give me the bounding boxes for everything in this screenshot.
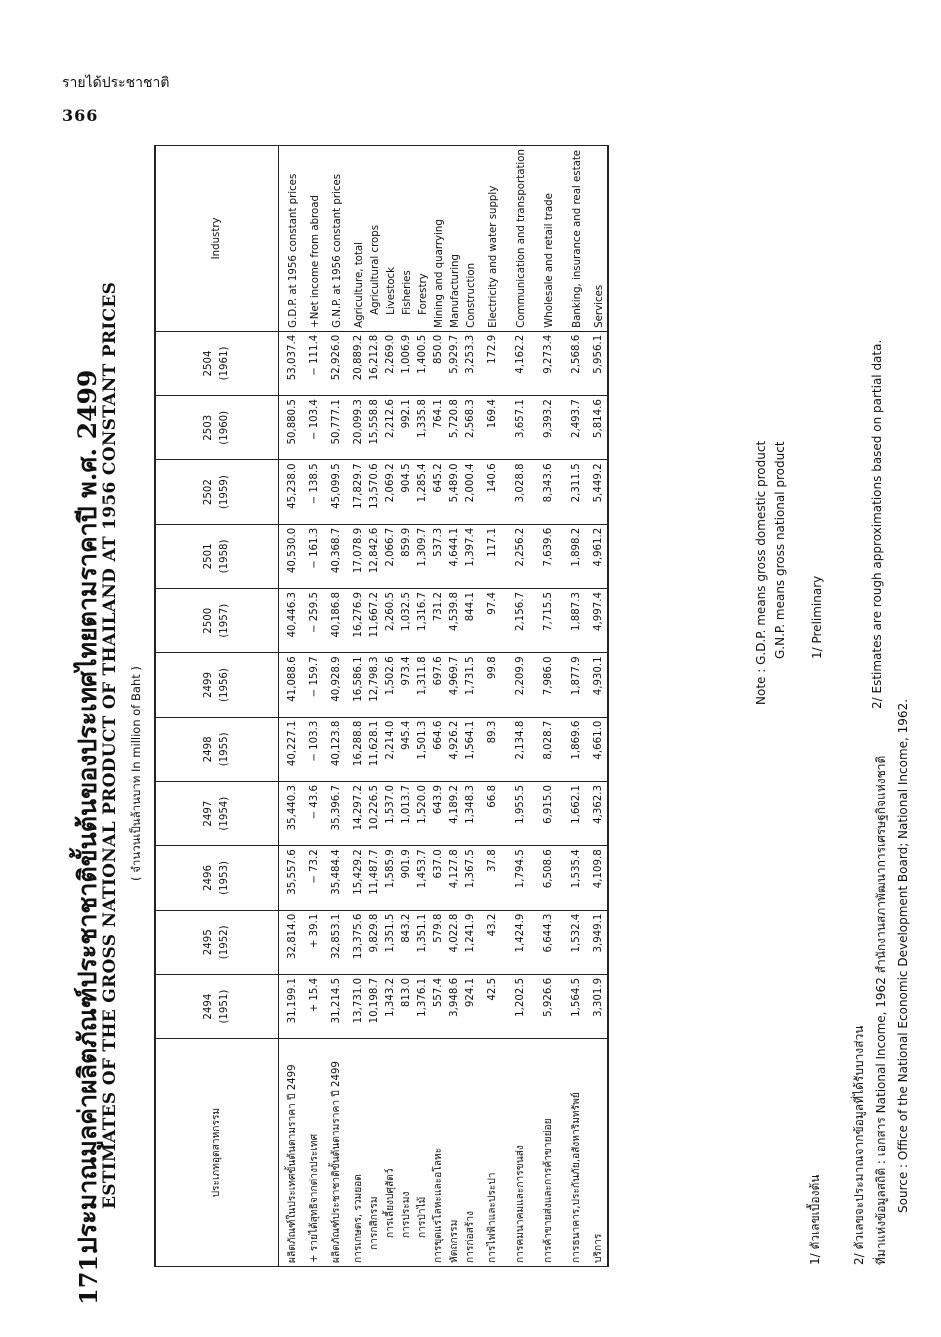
table-cell: 813.0 [399,974,415,1038]
row-label-english: Mining and quarrying [431,146,447,332]
row-label-thai: การคมนาคมและการขนส่ง [507,1039,535,1267]
table-cell: 1,537.0 [383,782,399,846]
row-label-thai: การกสิกรรม [367,1039,383,1267]
row-label-english: Communication and transportation [507,146,535,332]
table-cell: 9,393.2 [535,396,563,460]
table-cell: 643.9 [431,782,447,846]
table-cell: 1,520.0 [415,782,431,846]
table-cell: 859.9 [399,524,415,588]
row-label-thai: ผลิตภัณฑ์ในประเทศขั้นต้นตามราคา ปี 2499 [279,1039,308,1267]
table-cell: 40,368.7 [323,524,351,588]
table-cell: 20,889.2 [351,331,367,395]
table-cell: 12,798.3 [367,653,383,717]
row-label-english: Services [591,146,608,332]
table-cell: 40,928.9 [323,653,351,717]
table-cell: − 159.7 [307,653,323,717]
table-cell: 15,429.2 [351,846,367,910]
table-cell: 140.6 [479,460,507,524]
table-cell: 4,362.3 [591,782,608,846]
table-cell: 4,127.8 [447,846,463,910]
table-row [279,146,308,1267]
header-year: 2500 (1957) [155,589,279,653]
table-cell: 3,253.3 [463,331,479,395]
source-english: Source : Office of the National Economic Development Board; National Income, 1962. [896,698,910,1213]
table-cell: 1,869.6 [563,717,591,781]
table-cell: 2,156.7 [507,589,535,653]
table-cell: 9,273.4 [535,331,563,395]
table-cell: 1,351.1 [415,910,431,974]
table-cell: 5,956.1 [591,331,608,395]
table-cell: 53,037.4 [279,331,308,395]
table-cell: 945.4 [399,717,415,781]
note-gdp: Note : G.D.P. means gross domestic product [754,440,768,705]
table-cell: 1,453.7 [415,846,431,910]
table-cell: 35,484.4 [323,846,351,910]
table-cell: 117.1 [479,524,507,588]
header-year: 2504 (1961) [155,331,279,395]
running-head: รายได้ประชาชาติ [62,75,170,91]
table-cell: 2,269.0 [383,331,399,395]
table-cell: 35,396.7 [323,782,351,846]
row-label-english: Wholesale and retail trade [535,146,563,332]
table-cell: 40,530.0 [279,524,308,588]
table-cell: 3,301.9 [591,974,608,1038]
table-row [399,146,415,1267]
table-cell: 172.9 [479,331,507,395]
row-label-english: Agriculture, total [351,146,367,332]
table-cell: 3,949.1 [591,910,608,974]
table-row [507,146,535,1267]
table-cell: 99.8 [479,653,507,717]
table-cell: 5,926.6 [535,974,563,1038]
table-cell: 1,311.8 [415,653,431,717]
table-row [591,146,608,1267]
row-label-english: G.D.P. at 1956 constant prices [279,146,308,332]
table-cell: 4,969.7 [447,653,463,717]
table-cell: 97.4 [479,589,507,653]
table-cell: 6,644.3 [535,910,563,974]
header-year: 2497 (1954) [155,782,279,846]
table-cell: 731.2 [431,589,447,653]
gnp-table [154,145,609,1267]
table-cell: − 138.5 [307,460,323,524]
table-cell: 904.5 [399,460,415,524]
table-cell: 973.4 [399,653,415,717]
row-label-thai: การก่อสร้าง [463,1039,479,1267]
table-row [431,146,447,1267]
table-cell: 8,343.6 [535,460,563,524]
row-label-thai: บริการ [591,1039,608,1267]
table-cell: 2,066.7 [383,524,399,588]
row-label-thai: การประมง [399,1039,415,1267]
table-cell: 50,880.5 [279,396,308,460]
table-cell: 35,557.6 [279,846,308,910]
table-cell: 4,926.2 [447,717,463,781]
table-cell: + 39.1 [307,910,323,974]
table-cell: 3,028.8 [507,460,535,524]
header-year: 2499 (1956) [155,653,279,717]
table-cell: 1,367.5 [463,846,479,910]
table-cell: 13,731.0 [351,974,367,1038]
row-label-english: Manufacturing [447,146,463,332]
table-cell: 1,501.3 [415,717,431,781]
table-cell: 1,343.2 [383,974,399,1038]
table-cell: 1,376.1 [415,974,431,1038]
table-cell: 850.0 [431,331,447,395]
table-cell: 4,997.4 [591,589,608,653]
table-cell: 1,532.4 [563,910,591,974]
table-cell: 169.4 [479,396,507,460]
source-thai: ที่มาแห่งข้อมูลสถิติ : เอกสาร National Income, 1962 สำนักงานสภาพัฒนาการเศรษฐกิจแห่งชาติ [874,755,888,1265]
table-row [415,146,431,1267]
notes [752,441,790,705]
table-cell: 31,199.1 [279,974,308,1038]
note-gnp: G.N.P. means gross national product [773,441,787,659]
table-cell: 40,186.8 [323,589,351,653]
row-label-english: Construction [463,146,479,332]
table-cell: − 111.4 [307,331,323,395]
table-row [463,146,479,1267]
table-cell: 1,955.5 [507,782,535,846]
table-cell: + 15.4 [307,974,323,1038]
footnote-2-thai: 2/ ตัวเลขจะประมาณจากข้อมูลที่ได้รับบางส่วน [852,1025,866,1265]
header-year: 2503 (1960) [155,396,279,460]
table-cell: 11,628.1 [367,717,383,781]
table-cell: 14,297.2 [351,782,367,846]
table-cell: 45,238.0 [279,460,308,524]
row-label-english: Electricity and water supply [479,146,507,332]
table-cell: 16,276.9 [351,589,367,653]
row-label-thai: การค้าขายส่งและการค้าขายย่อย [535,1039,563,1267]
table-cell: 901.9 [399,846,415,910]
table-cell: 2,260.5 [383,589,399,653]
table-cell: 17,829.7 [351,460,367,524]
table-cell: 89.3 [479,717,507,781]
table-cell: 66.8 [479,782,507,846]
row-label-thai: หัตถกรรม [447,1039,463,1267]
table-cell: − 259.5 [307,589,323,653]
header-year: 2501 (1958) [155,524,279,588]
table-cell: − 103.4 [307,396,323,460]
footnote-1-thai: 1/ ตัวเลขเบื้องต้น [808,1174,822,1265]
table-header-row [155,146,279,1267]
table-cell: 2,000.4 [463,460,479,524]
table-cell: 1,898.2 [563,524,591,588]
table-cell: 1,202.5 [507,974,535,1038]
table-cell: 2,214.0 [383,717,399,781]
table-cell: 11,487.7 [367,846,383,910]
table-cell: 9,829.8 [367,910,383,974]
title-english: ESTIMATES OF THE GROSS NATIONAL PRODUCT OF THAILAND AT 1956 CONSTANT PRICES [100,281,120,1209]
table-cell: 31,214.5 [323,974,351,1038]
table-cell: 6,915.0 [535,782,563,846]
table-cell: 2,212.6 [383,396,399,460]
table-cell: − 43.6 [307,782,323,846]
table-cell: 40,227.1 [279,717,308,781]
table-cell: 8,028.7 [535,717,563,781]
table-row [479,146,507,1267]
table-cell: 5,449.2 [591,460,608,524]
header-year: 2495 (1952) [155,910,279,974]
table-cell: 41,088.6 [279,653,308,717]
table-cell: 1,013.7 [399,782,415,846]
table-cell: 1,424.9 [507,910,535,974]
table-cell: 4,661.0 [591,717,608,781]
row-label-thai: การธนาคาร,ประกันภัย,อสังหาริมทรัพย์ [563,1039,591,1267]
row-label-english: Fisheries [399,146,415,332]
table-cell: 1,397.4 [463,524,479,588]
header-year: 2496 (1953) [155,846,279,910]
row-label-thai: การเกษตร, รวมยอด [351,1039,367,1267]
table-cell: 1,348.3 [463,782,479,846]
footnote-2-english: 2/ Estimates are rough approximations based on partial data. [870,339,884,709]
table-row [367,146,383,1267]
rotated-table-page [62,145,932,1305]
table-number: 171. [74,1246,103,1305]
table-cell: 664.6 [431,717,447,781]
table-cell: 45,099.5 [323,460,351,524]
table-cell: − 161.3 [307,524,323,588]
table-cell: 35,440.3 [279,782,308,846]
footnotes-thai [804,1175,826,1265]
table-cell: 2,069.2 [383,460,399,524]
table-row [383,146,399,1267]
row-label-english: Agricultural crops [367,146,383,332]
table-cell: 1,731.5 [463,653,479,717]
table-row [447,146,463,1267]
row-label-english: Forestry [415,146,431,332]
table-cell: 5,814.6 [591,396,608,460]
table-cell: 1,316.7 [415,589,431,653]
table-cell: 1,309.7 [415,524,431,588]
table-cell: 557.4 [431,974,447,1038]
table-cell: 40,446.3 [279,589,308,653]
table-cell: 50,777.1 [323,396,351,460]
table-cell: 2,493.7 [563,396,591,460]
row-label-thai: การป่าไม้ [415,1039,431,1267]
row-label-english: G.N.P. at 1956 constant prices [323,146,351,332]
table-cell: 2,209.9 [507,653,535,717]
table-cell: 844.1 [463,589,479,653]
table-cell: 10,198.7 [367,974,383,1038]
table-cell: 1,585.9 [383,846,399,910]
table-cell: 3,657.1 [507,396,535,460]
row-label-english: +Net income from abroad [307,146,323,332]
row-label-thai: ผลิตภัณฑ์ประชาชาติขั้นต้นตามราคา ปี 2499 [323,1039,351,1267]
row-label-thai: การไฟฟ้าและประปา [479,1039,507,1267]
header-industry-thai: ประเภทอุตสาหกรรม [155,1039,279,1267]
table-cell: 843.2 [399,910,415,974]
footnotes-source [848,699,914,1265]
table-cell: 1,887.3 [563,589,591,653]
table-cell: 5,720.8 [447,396,463,460]
header-year: 2498 (1955) [155,717,279,781]
unit-label: ( จำนวนเป็นล้านบาท In million of Baht ) [129,666,143,881]
table-cell: 6,508.6 [535,846,563,910]
table-row [351,146,367,1267]
table-cell: 13,570.6 [367,460,383,524]
table-cell: 16,586.1 [351,653,367,717]
table-cell: 992.1 [399,396,415,460]
table-cell: 924.1 [463,974,479,1038]
table-cell: − 73.2 [307,846,323,910]
table-cell: 37.8 [479,846,507,910]
table-cell: 4,961.2 [591,524,608,588]
table-cell: 1,794.5 [507,846,535,910]
table-cell: − 103.3 [307,717,323,781]
row-label-thai: การขุดแร่โลหะและอโลหะ [431,1039,447,1267]
table-cell: 20,099.3 [351,396,367,460]
table-cell: 32,853.1 [323,910,351,974]
table-cell: 2,568.6 [563,331,591,395]
table-cell: 4,022.8 [447,910,463,974]
table-cell: 4,189.2 [447,782,463,846]
table-cell: 645.2 [431,460,447,524]
table-cell: 1,400.5 [415,331,431,395]
table-cell: 1,032.5 [399,589,415,653]
table-cell: 1,662.1 [563,782,591,846]
row-label-english: Livestock [383,146,399,332]
table-cell: 10,226.5 [367,782,383,846]
table-cell: 13,375.6 [351,910,367,974]
table-cell: 5,489.0 [447,460,463,524]
footnote-1-english: 1/ Preliminary [810,575,824,659]
table-cell: 40,123.8 [323,717,351,781]
table-cell: 579.8 [431,910,447,974]
table-cell: 537.3 [431,524,447,588]
table-cell: 42.5 [479,974,507,1038]
table-cell: 52,926.0 [323,331,351,395]
table-cell: 16,212.8 [367,331,383,395]
row-label-thai: + รายได้สุทธิจากต่างประเทศ [307,1039,323,1267]
table-cell: 4,644.1 [447,524,463,588]
table-cell: 15,558.8 [367,396,383,460]
table-cell: 1,535.4 [563,846,591,910]
table-row [307,146,323,1267]
table-cell: 2,134.8 [507,717,535,781]
table-cell: 3,948.6 [447,974,463,1038]
table-cell: 697.6 [431,653,447,717]
table-cell: 4,162.2 [507,331,535,395]
table-row [535,146,563,1267]
table-cell: 7,986.0 [535,653,563,717]
table-cell: 1,877.9 [563,653,591,717]
table-cell: 12,842.6 [367,524,383,588]
table-cell: 16,288.8 [351,717,367,781]
table-cell: 5,929.7 [447,331,463,395]
table-cell: 1,335.8 [415,396,431,460]
table-cell: 7,715.5 [535,589,563,653]
table-cell: 2,256.2 [507,524,535,588]
page-number: 366 [62,106,99,125]
table-cell: 2,568.3 [463,396,479,460]
table-cell: 1,564.5 [563,974,591,1038]
table-cell: 43.2 [479,910,507,974]
table-cell: 637.0 [431,846,447,910]
table-cell: 1,006.9 [399,331,415,395]
table-cell: 1,241.9 [463,910,479,974]
row-label-thai: การเลี้ยงปศุสัตว์ [383,1039,399,1267]
table-cell: 1,285.4 [415,460,431,524]
table-cell: 4,109.8 [591,846,608,910]
header-industry-english: Industry [155,146,279,332]
table-cell: 32,814.0 [279,910,308,974]
table-cell: 1,502.6 [383,653,399,717]
table-cell: 11,667.2 [367,589,383,653]
header-year: 2502 (1959) [155,460,279,524]
row-label-english: Banking, insurance and real estate [563,146,591,332]
title-thai: ประมาณมูลค่าผลิตภัณฑ์ประชาชาติขั้นต้นของประเทศไทยตามราคาปี พ.ศ. 2499 [73,369,102,1253]
table-cell: 2,311.5 [563,460,591,524]
table-cell: 1,351.5 [383,910,399,974]
table-row [563,146,591,1267]
table-cell: 764.1 [431,396,447,460]
table-row [323,146,351,1267]
table-cell: 1,564.1 [463,717,479,781]
footnotes-english [806,576,828,749]
table-cell: 4,539.8 [447,589,463,653]
table-cell: 7,639.6 [535,524,563,588]
header-year: 2494 (1951) [155,974,279,1038]
table-cell: 4,930.1 [591,653,608,717]
table-cell: 17,078.9 [351,524,367,588]
